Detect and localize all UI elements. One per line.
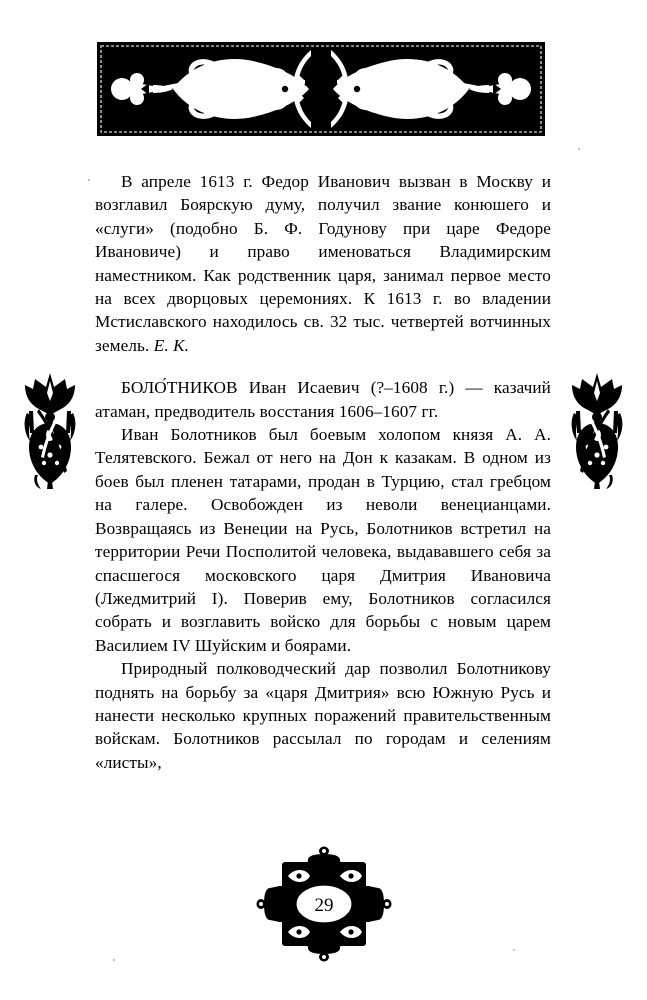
scan-artifact xyxy=(513,949,515,951)
paragraph-bolotnikov-bio-1: Иван Болотников был боевым холопом князя А. А. Телятевского. Бежал от него на Дон к казакам. В одном из боев был пленен татарами, продан в Турцию, стал гребцом на галере. Освобожден из неволи венецианцами. Возвращаясь из Венеции на Русь, Болотников встретил на территории Речи Посполитой человека, выдававшего себя за спасшегося московского царя Дмитрия Ивановича (Лжедмитрий I). Поверив ему, Болотников согласился собрать и возглавить войско для борьбы с новым царем Василием IV Шуйским и боярами. xyxy=(95,425,551,655)
page-number-cross-emblem xyxy=(256,846,392,962)
entry-headword: БОЛО́ТНИКОВ xyxy=(121,378,238,398)
paragraph-text: В апреле 1613 г. Федор Иванович вызван в Москву и возглавил Боярскую думу, получил звание конюшего и «слуги» (подобно Б. Ф. Годунову при царе Федоре Ивановиче) и право именоваться Владимирским наместником. Как родственник царя, занимал первое место на всех дворцовых церемониях. К 1613 г. во владении Мстиславского находилось св. 32 тыс. четвертей вотчинных земель. xyxy=(95,172,551,355)
author-initials: Е. К. xyxy=(153,335,190,355)
text-column xyxy=(95,170,551,774)
left-margin-floral-ornament xyxy=(19,371,81,489)
decorative-header-band xyxy=(97,42,545,136)
paragraph-bolotnikov-bio-2: Природный полководческий дар позволил Болотникову поднять на борьбу за «царя Дмитрия» всю Южную Русь и нанести несколько крупных поражений правительственным войскам. Болотников рассылал по городам и селениям «листы», xyxy=(95,659,551,772)
scan-artifact xyxy=(113,959,115,961)
entry-spacer xyxy=(95,357,551,376)
scan-artifact xyxy=(88,179,90,181)
page-number: 29 xyxy=(314,895,334,916)
right-margin-floral-ornament xyxy=(566,371,628,489)
scan-artifact xyxy=(578,148,580,150)
paragraph-mstislavsky xyxy=(95,170,551,357)
entry-definition: Иван Исаевич (?–1608 г.) — казачий атаман, предводитель восстания 1606–1607 гг. xyxy=(95,378,551,421)
paragraph-bolotnikov-headword xyxy=(95,376,551,423)
